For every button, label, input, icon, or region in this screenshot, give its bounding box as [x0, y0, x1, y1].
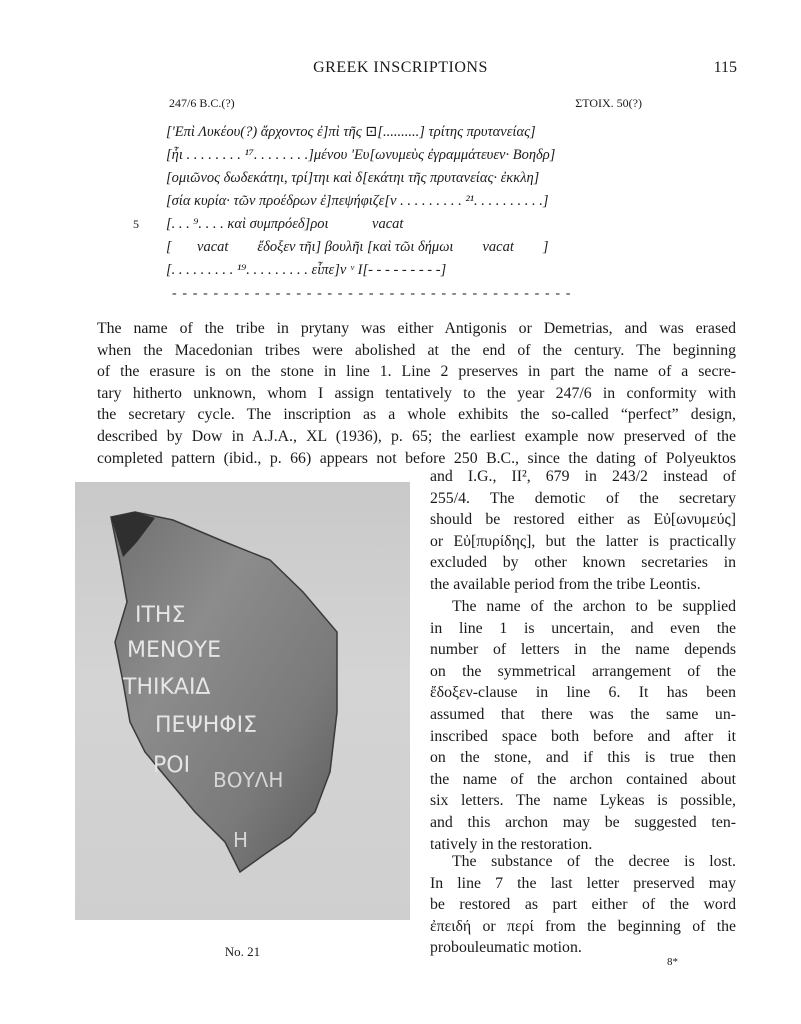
paragraph-line: and I.G., II², 679 in 243/2 instead of	[430, 468, 736, 485]
paragraph-line: probouleumatic motion.	[430, 939, 582, 957]
paragraph-line: inscribed space both before and after it	[430, 727, 736, 745]
paragraph-line: number of letters in the name depends	[430, 641, 736, 659]
paragraph-line: the available period from the tribe Leontis.	[430, 575, 701, 593]
paragraph-line: of the erasure is on the stone in line 1. Line 2 preserves in part the name of a secre-	[97, 363, 736, 381]
paragraph-line: the name of the archon contained about	[430, 770, 736, 788]
paragraph-line: In line 7 the last letter preserved may	[430, 874, 736, 892]
running-title: GREEK INSCRIPTIONS	[313, 59, 488, 76]
paragraph-line: described by Dow in A.J.A., XL (1936), p. 65; the earliest example now preserved of the	[97, 427, 736, 445]
stone-letters-row-5: ΡΟΙ	[153, 753, 191, 778]
paragraph-line: The name of the archon to be supplied	[452, 598, 736, 615]
paragraph-line: in line 1 is uncertain, and even the	[430, 619, 736, 637]
inscription-lacuna-dashes: - - - - - - - - - - - - - - - - - - - - - - - - - - - - - - - - - - - - - - -	[172, 286, 572, 301]
line-number-5: 5	[133, 217, 139, 231]
paragraph-line: or Εὐ[πυρίδης], but the latter is practically	[430, 532, 736, 550]
paragraph-line: on the stone, and if this is true then	[430, 749, 736, 767]
inscription-line-1: ['Επὶ Λυκέου(?) ἄρχοντος ἐ]πὶ τῆς ⊡[..........] τρίτης πρυτανείας]	[166, 124, 536, 140]
inscription-line-5: 5 [. . . ⁹. . . . καὶ συμπρόεδ]ροι vacat	[166, 213, 646, 236]
paragraph-line: ἐπειδή or περί from the beginning of the	[430, 917, 736, 935]
paragraph-line: excluded by other known secretaries in	[430, 554, 736, 572]
inscription-line-6: [ vacat ἔδοξεν τῆι] βουλῆι [καὶ τῶι δήμωι vacat ]	[166, 239, 549, 255]
stone-fragment-image	[75, 482, 410, 920]
paragraph-line: assumed that there was the same un-	[430, 705, 736, 723]
inscription-line-7: [. . . . . . . . . ¹⁹. . . . . . . . . εἶπε]ν ᵛ Ι[- - - - - - - - -]	[166, 262, 447, 278]
stone-letters-row-7: Η	[233, 828, 249, 852]
paragraph-line: on the symmetrical arrangement of the	[430, 662, 736, 680]
page-number: 115	[713, 59, 737, 76]
running-head	[0, 59, 801, 81]
paragraph-line: should be restored either as Εὐ[ωνυμεύς]	[430, 511, 736, 529]
paragraph-line: The name of the tribe in prytany was either Antigonis or Demetrias, and was erased	[97, 320, 736, 337]
inscription-photograph	[75, 482, 410, 920]
paragraph-line: the secretary cycle. The inscription as a whole exhibits the so-called “perfect” design,	[97, 406, 736, 424]
paragraph-line: when the Macedonian tribes were abolished at the end of the century. The beginning	[97, 341, 736, 359]
inscription-text	[133, 121, 646, 305]
stoichedon-count: ΣΤΟΙΧ. 50(?)	[575, 96, 642, 110]
paragraph-line: The substance of the decree is lost.	[452, 853, 736, 870]
paragraph-line: ἔδοξεν-clause in line 6. It has been	[430, 684, 736, 702]
paragraph-line: be restored as part either of the word	[430, 896, 736, 914]
paragraph-line: and this archon may be suggested ten-	[430, 813, 736, 831]
inscription-date: 247/6 B.C.(?)	[169, 96, 235, 110]
commentary-paragraph-2	[430, 596, 736, 855]
stone-letters-row-1: ΙΤΗΣ	[135, 603, 186, 628]
stone-letters-row-2: ΜΕΝΟΥΕ	[127, 638, 221, 663]
figure-caption: No. 21	[224, 944, 261, 959]
inscription-line-2: [ἧι . . . . . . . . ¹⁷. . . . . . . .]μένου 'Ευ[ωνυμεὺς ἐγραμμάτευεν· Βοηδρ]	[166, 147, 556, 163]
stone-letters-row-4: ΠΕΨΗΦΙΣ	[155, 713, 258, 738]
paragraph-line: tatively in the restoration.	[430, 835, 593, 853]
paragraph-line: completed pattern (ibid., p. 66) appears not before 250 B.C., since the dating of Polyeuktos	[97, 449, 736, 467]
paragraph-line: six letters. The name Lykeas is possible,	[430, 792, 736, 810]
commentary-paragraph-3	[430, 851, 736, 959]
paragraph-line: tary hitherto unknown, whom I assign tentatively to the year 247/6 in conformity with	[97, 384, 736, 402]
paragraph-line: 255/4. The demotic of the secretary	[430, 489, 736, 507]
stone-letters-row-3: ΤΗΙΚΑΙΔ	[123, 675, 211, 700]
commentary-paragraph-1-continued	[430, 466, 736, 596]
commentary-paragraph-1	[75, 318, 736, 469]
signature-mark: 8*	[667, 956, 678, 968]
inscription-line-4: [σία κυρία· τῶν προέδρων ἐ]πεψήφιζε[ν . . . . . . . . . ²¹. . . . . . . . . .]	[166, 193, 549, 209]
inscription-line-3: [ομιῶνος δωδεκάτηι, τρί]τηι καὶ δ[εκάτηι τῆς πρυτανείας· ἐκκλη]	[166, 170, 540, 186]
stone-letters-row-6: ΒΟΥΛΗ	[213, 768, 284, 792]
